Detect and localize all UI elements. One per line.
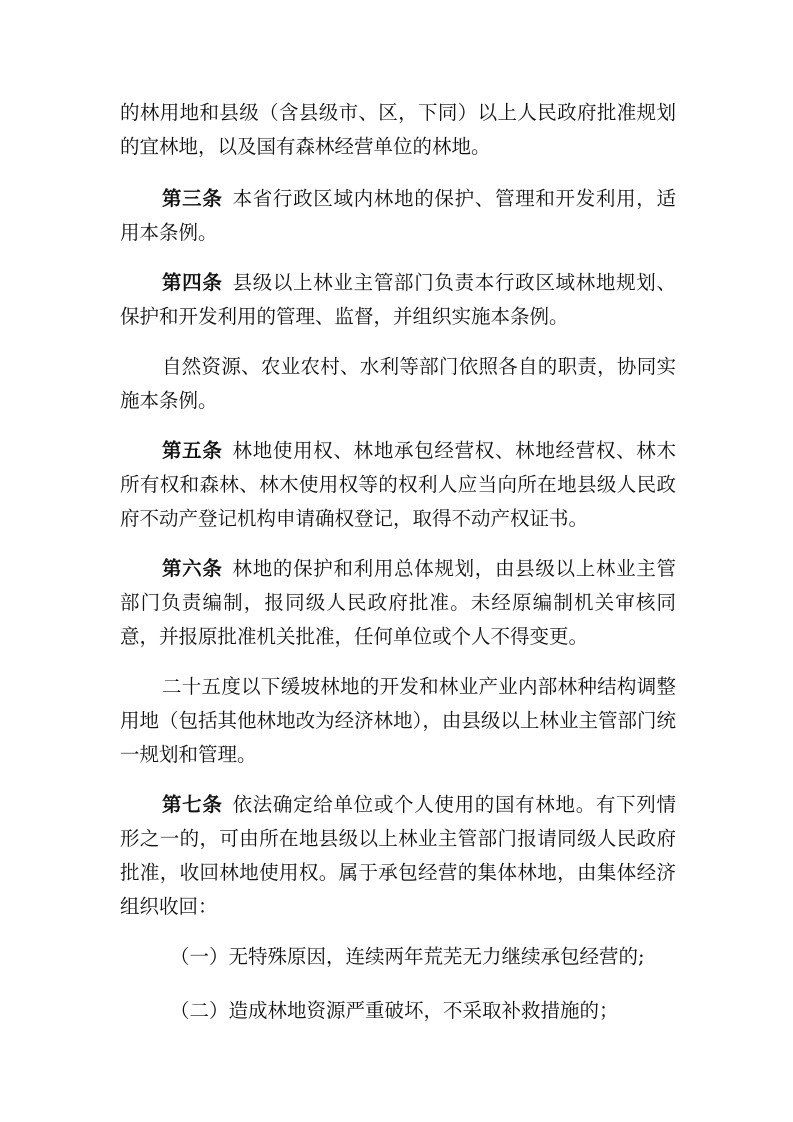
article-number: 第三条 <box>162 187 223 210</box>
article-text: 林地的保护和利用总体规划，由县级以上林业主管部门负责编制，报同级人民政府批准。未经原编制机关审核同意，并报原批准机关批准，任何单位或个人不得变更。 <box>120 557 676 648</box>
article-number: 第六条 <box>162 557 223 580</box>
article-6 <box>120 552 676 654</box>
article-5 <box>120 434 676 536</box>
article-text: 本省行政区域内林地的保护、管理和开发利用，适用本条例。 <box>120 187 676 244</box>
list-item-text: （二）造成林地资源严重破坏，不采取补救措施的； <box>170 999 619 1022</box>
article-text: 县级以上林业主管部门负责本行政区域林地规划、保护和开发利用的管理、监督，并组织实施本条例。 <box>120 271 676 328</box>
article-text: 林地使用权、林地承包经营权、林地经营权、林木所有权和森林、林木使用权等的权利人应当向所在地县级人民政府不动产登记机构申请确权登记，取得不动产权证书。 <box>120 439 676 530</box>
paragraph-text: 自然资源、农业农村、水利等部门依照各自的职责，协同实施本条例。 <box>120 355 676 412</box>
paragraph-continued <box>120 96 676 164</box>
paragraph-text: 二十五度以下缓坡林地的开发和林业产业内部林种结构调整用地（包括其他林地改为经济林地），由县级以上林业主管部门统一规划和管理。 <box>120 675 676 766</box>
list-item-2 <box>120 994 676 1028</box>
list-item-1 <box>120 940 676 974</box>
article-4 <box>120 266 676 334</box>
article-3 <box>120 182 676 250</box>
list-item-text: （一）无特殊原因，连续两年荒芜无力继续承包经营的; <box>170 945 645 968</box>
article-number: 第七条 <box>162 793 223 816</box>
article-number: 第四条 <box>162 271 223 294</box>
article-4-paragraph-2 <box>120 350 676 418</box>
article-6-paragraph-2 <box>120 670 676 772</box>
article-7 <box>120 788 676 924</box>
document-page <box>120 96 676 1048</box>
article-number: 第五条 <box>162 439 223 462</box>
paragraph-text: 的林用地和县级（含县级市、区，下同）以上人民政府批准规划的宜林地，以及国有森林经营单位的林地。 <box>120 101 676 158</box>
article-text: 依法确定给单位或个人使用的国有林地。有下列情形之一的，可由所在地县级以上林业主管部门报请同级人民政府批准，收回林地使用权。属于承包经营的集体林地，由集体经济组织收回： <box>120 793 676 918</box>
